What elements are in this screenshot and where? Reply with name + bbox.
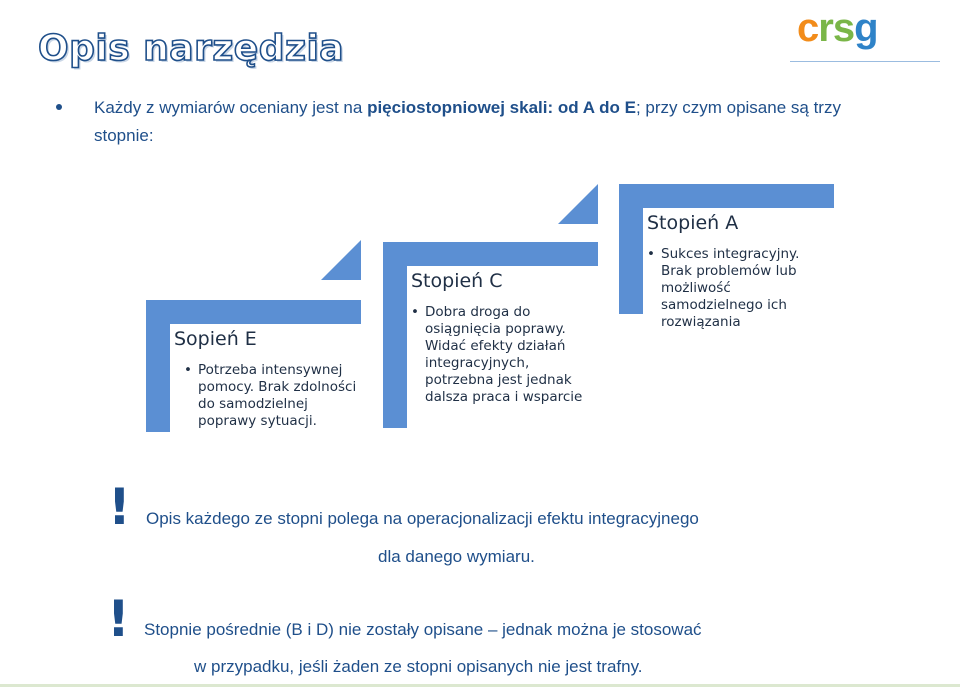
- step-c-side-bar: [383, 242, 407, 428]
- step-c: [407, 266, 598, 426]
- header-divider: [790, 61, 940, 62]
- step-e-arrow: [321, 240, 361, 280]
- step-a-side-bar: [619, 184, 643, 314]
- intro-text: Każdy z wymiarów oceniany jest na pięciostopniowej skali: od A do E; przy czym opisane są trzy stopnie:: [94, 98, 841, 145]
- crsg-logo: crsg: [797, 6, 878, 50]
- step-e-item: • Potrzeba intensywnej pomocy. Brak zdolności do samodzielnej poprawy sytuacji.: [184, 362, 359, 430]
- step-c-item: • Dobra droga do osiągnięcia poprawy. Widać efekty działań integracyjnych, potrzebna jest jednak dalsza praca i wsparcie: [411, 304, 596, 406]
- step-c-list: [411, 304, 596, 406]
- note-2-line-1: Stopnie pośrednie (B i D) nie zostały opisane – jednak można je stosować: [144, 620, 702, 639]
- step-c-title: Stopień C: [411, 270, 503, 292]
- step-a-item: • Sukces integracyjny. Brak problemów lub możliwość samodzielnego ich rozwiązania: [647, 246, 832, 331]
- step-a-list: [647, 246, 832, 331]
- note-2-line-2: w przypadku, jeśli żaden ze stopni opisanych nie jest trafny.: [194, 657, 643, 676]
- exclamation-icon: !: [107, 590, 130, 648]
- intro-bullet: [56, 94, 876, 150]
- note-1-line-2: dla danego wymiaru.: [378, 547, 535, 566]
- step-e-list: [184, 362, 359, 430]
- bullet-icon: [56, 104, 62, 110]
- note-1-line-1: Opis każdego ze stopni polega na operacjonalizacji efektu integracyjnego: [146, 509, 699, 528]
- step-a: [643, 208, 834, 338]
- step-e-side-bar: [146, 300, 170, 432]
- step-a-title: Stopień A: [647, 212, 739, 234]
- step-a-top-bar: [619, 184, 834, 208]
- step-c-top-bar: [383, 242, 598, 266]
- exclamation-icon: !: [108, 478, 131, 536]
- step-e-title: Sopień E: [174, 328, 257, 350]
- page-title: Opis narzędzia: [38, 28, 345, 69]
- step-e-top-bar: [146, 300, 361, 324]
- step-e: [170, 324, 361, 454]
- step-c-arrow: [558, 184, 598, 224]
